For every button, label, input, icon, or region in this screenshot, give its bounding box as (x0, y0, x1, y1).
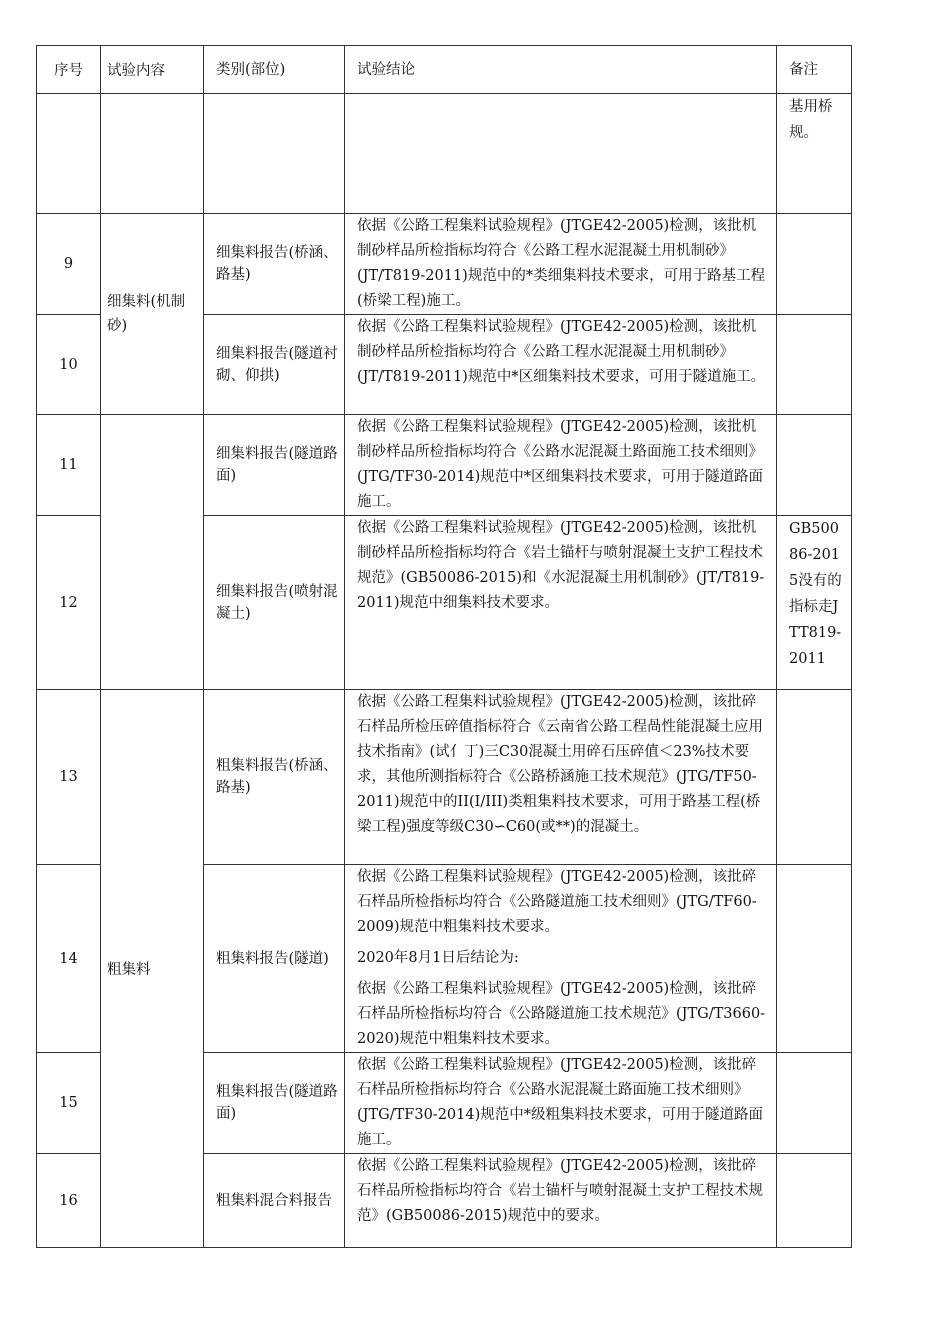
header-conclusion: 试验结论 (345, 46, 777, 94)
conclusion-text: 依据《公路工程集料试验规程》(JTGE42-2005)检测，该批碎石样品所检指标均符合《公路水泥混凝土路面施工技术细则》(JTG/TF30-2014)规范中*级粗集料技术要求，可用于隧道路面施工。 (357, 1057, 763, 1148)
row-no: 12 (37, 516, 101, 690)
row-no: 11 (37, 415, 101, 516)
conclusion-text: 依据《公路工程集料试验规程》(JTGE42-2005)检测，该批机制砂样品所检指标均符合《岩土锚杆与喷射混凝土支护工程技术规范》(GB50086-2015)和《水泥混凝土用机制砂》(JT/T819-2011)规范中细集料技术要求。 (357, 520, 765, 611)
row-no: 16 (37, 1154, 101, 1248)
row-remark (777, 214, 852, 315)
row-no (37, 94, 101, 214)
row-conclusion (345, 516, 777, 690)
row-category: 细集料报告(隧道衬砌、仰拱) (204, 315, 345, 415)
row-remark (777, 865, 852, 1053)
header-remark: 备注 (777, 46, 852, 94)
row-remark: 基用桥规。 (777, 94, 852, 214)
row-category: 粗集料报告(隧道) (204, 865, 345, 1053)
table-row (37, 415, 852, 516)
table-row (37, 94, 852, 214)
row-no: 10 (37, 315, 101, 415)
row-conclusion (345, 94, 777, 214)
row-no: 9 (37, 214, 101, 315)
row-no: 15 (37, 1053, 101, 1154)
conclusion-text: 依据《公路工程集料试验规程》(JTGE42-2005)检测，该批碎石样品所检指标均符合《公路隧道施工技术细则》(JTG/TF60-2009)规范中粗集料技术要求。 (357, 869, 757, 935)
row-remark (777, 1154, 852, 1248)
row-remark (777, 415, 852, 516)
row-category: 细集料报告(桥涵、路基) (204, 214, 345, 315)
row-category: 细集料报告(隧道路面) (204, 415, 345, 516)
header-no: 序号 (37, 46, 101, 94)
conclusion-text: 依据《公路工程集料试验规程》(JTGE42-2005)检测，该批机制砂样品所检指标均符合《公路工程水泥混凝土用机制砂》(JT/T819-2011)规范中*区细集料技术要求，可用于隧道施工。 (357, 319, 766, 385)
group-coarse: 粗集料 (101, 690, 204, 1248)
test-conclusion-table (36, 45, 852, 1248)
row-remark (777, 1053, 852, 1154)
row-remark (777, 315, 852, 415)
group-fine-machine-sand: 细集料(机制砂) (101, 214, 204, 415)
conclusion-text: 依据《公路工程集料试验规程》(JTGE42-2005)检测，该批碎石样品所检指标均符合《岩土锚杆与喷射混凝土支护工程技术规范》(GB50086-2015)规范中的要求。 (357, 1158, 763, 1224)
row-category: 粗集料报告(桥涵、路基) (204, 690, 345, 865)
row-conclusion (345, 1053, 777, 1154)
conclusion-text-2020: 依据《公路工程集料试验规程》(JTGE42-2005)检测，该批碎石样品所检指标均符合《公路隧道施工技术规范》(JTG/T3660-2020)规范中粗集料技术要求。 (357, 981, 766, 1047)
row-category: 粗集料混合料报告 (204, 1154, 345, 1248)
group-empty (101, 415, 204, 690)
row-category (204, 94, 345, 214)
table-header-row (37, 46, 852, 94)
table-row (37, 214, 852, 315)
conclusion-date-note: 2020年8月1日后结论为: (357, 950, 519, 966)
row-conclusion (345, 214, 777, 315)
row-category: 粗集料报告(隧道路面) (204, 1053, 345, 1154)
row-remark: GB50086-2015没有的指标走JTT819-2011 (777, 516, 852, 690)
row-conclusion (345, 415, 777, 516)
row-conclusion (345, 865, 777, 1053)
header-content: 试验内容 (101, 46, 204, 94)
table-row (37, 690, 852, 865)
row-remark (777, 690, 852, 865)
row-category: 细集料报告(喷射混凝土) (204, 516, 345, 690)
row-conclusion (345, 1154, 777, 1248)
row-no: 13 (37, 690, 101, 865)
row-no: 14 (37, 865, 101, 1053)
conclusion-text: 依据《公路工程集料试验规程》(JTGE42-2005)检测，该批机制砂样品所检指标均符合《公路水泥混凝土路面施工技术细则》(JTG/TF30-2014)规范中*区细集料技术要求，可用于隧道路面施工。 (357, 419, 763, 510)
row-conclusion (345, 690, 777, 865)
row-conclusion (345, 315, 777, 415)
row-content (101, 94, 204, 214)
conclusion-text: 依据《公路工程集料试验规程》(JTGE42-2005)检测，该批碎石样品所检压碎值指标符合《云南省公路工程咼性能混凝土应用技术指南》(试亻丁)三C30混凝土用碎石压碎值＜23%技术要求，其他所测指标符合《公路桥涵施工技术规范》(JTG/TF50-2011)规范中的II(I/III)类粗集料技术要求，可用于路基工程(桥梁工程)强度等级C30∽C60(或**)的混凝土。 (357, 694, 763, 835)
header-category: 类别(部位) (204, 46, 345, 94)
conclusion-text: 依据《公路工程集料试验规程》(JTGE42-2005)检测，该批机制砂样品所检指标均符合《公路工程水泥混凝土用机制砂》(JT/T819-2011)规范中的*类细集料技术要求，可用于路基工程(桥梁工程)施工。 (357, 218, 766, 309)
